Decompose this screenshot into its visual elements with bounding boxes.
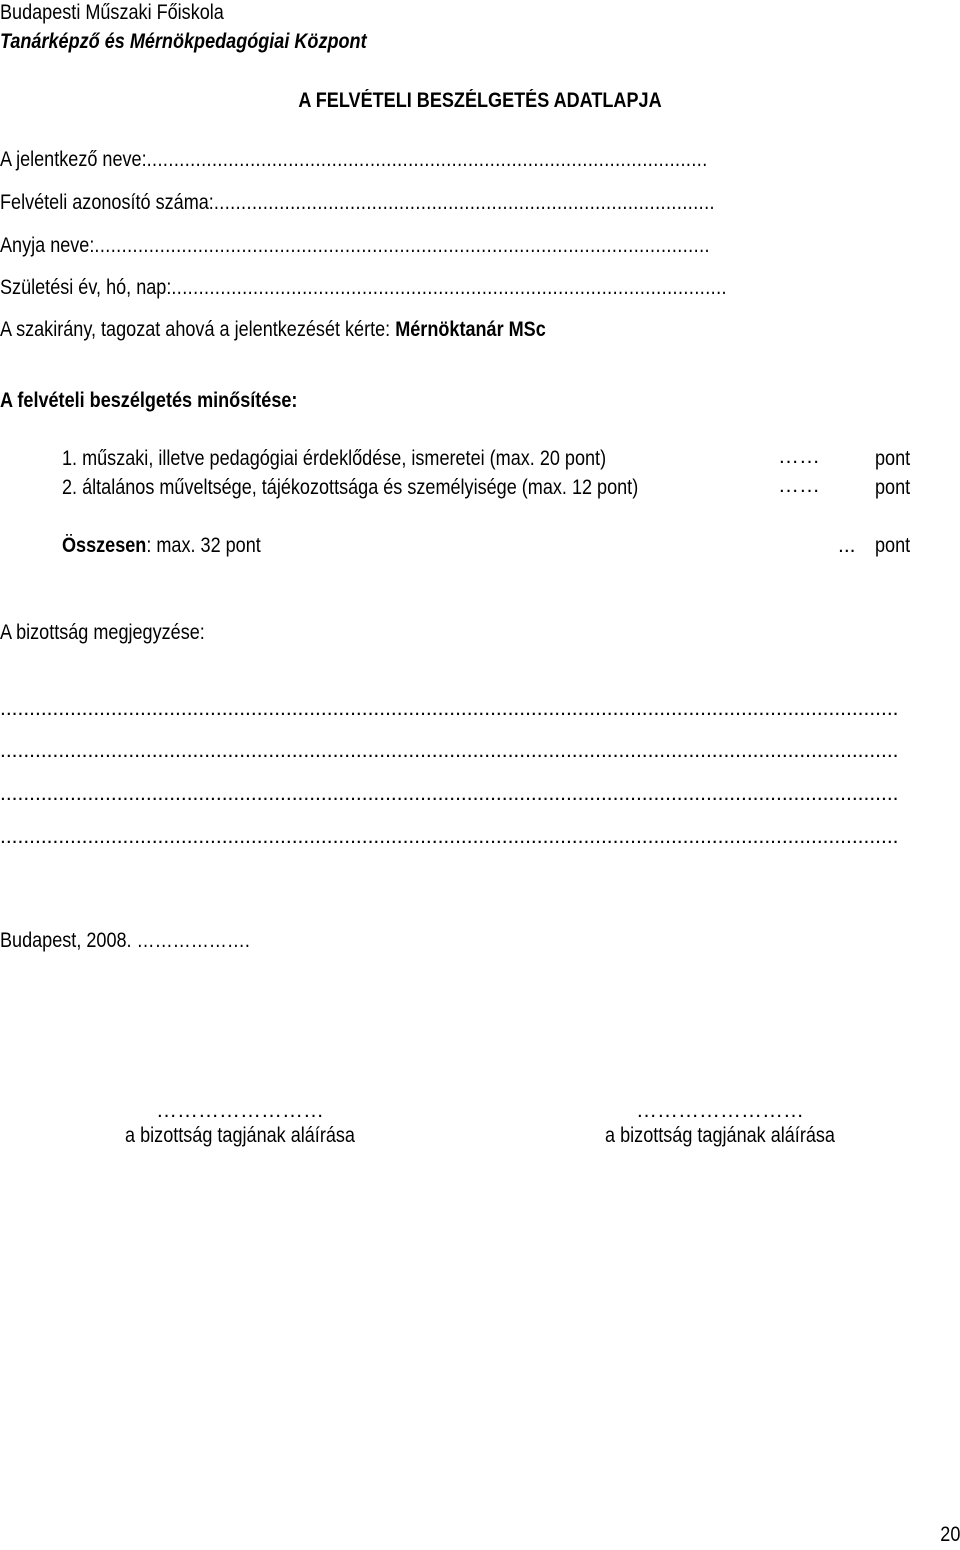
total-label: Összesen <box>62 534 147 557</box>
remarks-line-3: .......................................................................................................................................................... <box>0 783 899 804</box>
field-label: Születési év, hó, nap: <box>0 276 172 299</box>
field-dots: ...................................................................................................... <box>171 276 728 299</box>
applicant-name-field <box>0 149 708 170</box>
field-dots: ............................................................................................ <box>213 191 716 214</box>
rating-item-2-text: 2. általános műveltsége, tájékozottsága és személyisége (max. 12 pont) <box>62 476 639 499</box>
specialization-value: Mérnöktanár MSc <box>395 318 546 341</box>
rating-heading: A felvételi beszélgetés minősítése: <box>0 389 298 412</box>
rating-item-1-unit: pont <box>875 447 911 470</box>
signature-block-2 <box>570 1100 870 1146</box>
rating-item-1-blank: …… <box>778 445 820 468</box>
signature-dots: …………………… <box>156 1099 324 1122</box>
total-unit: pont <box>875 534 911 557</box>
rating-item-2-blank: …… <box>778 474 820 497</box>
remarks-line-2: .......................................................................................................................................................... <box>0 740 899 761</box>
total-text: : max. 32 pont <box>146 534 261 557</box>
total-row <box>62 535 261 556</box>
remarks-line-1: .......................................................................................................................................................... <box>0 698 899 719</box>
birth-date-field <box>0 277 727 298</box>
specialization-label: A szakirány, tagozat ahová a jelentkezését kérte: <box>0 318 391 341</box>
mother-name-field <box>0 235 710 256</box>
signature-block-1 <box>90 1100 390 1146</box>
rating-item-2-unit: pont <box>875 476 911 499</box>
field-label: Anyja neve: <box>0 234 95 257</box>
admission-id-field <box>0 192 715 213</box>
page-number: 20 <box>939 1523 960 1546</box>
center-name: Tanárképző és Mérnökpedagógiai Központ <box>0 30 367 53</box>
remarks-label: A bizottság megjegyzése: <box>0 621 205 644</box>
document-title: A FELVÉTELI BESZÉLGETÉS ADATLAPJA <box>298 89 662 112</box>
field-dots: ....................................................................................................... <box>146 148 708 171</box>
place-date: Budapest, 2008. ………………. <box>0 929 250 952</box>
rating-item-1-text: 1. műszaki, illetve pedagógiai érdeklődése, ismeretei (max. 20 pont) <box>62 447 607 470</box>
field-label: A jelentkező neve: <box>0 148 147 171</box>
signature-dots: …………………… <box>636 1099 804 1122</box>
field-dots: ................................................................................................................. <box>94 234 710 257</box>
institution-name: Budapesti Műszaki Főiskola <box>0 1 224 24</box>
signature-label: a bizottság tagjának aláírása <box>125 1124 355 1147</box>
remarks-line-4: .......................................................................................................................................................... <box>0 826 899 847</box>
field-label: Felvételi azonosító száma: <box>0 191 214 214</box>
specialization-field <box>0 319 546 340</box>
signature-label: a bizottság tagjának aláírása <box>605 1124 835 1147</box>
total-blank: ... <box>838 534 856 557</box>
